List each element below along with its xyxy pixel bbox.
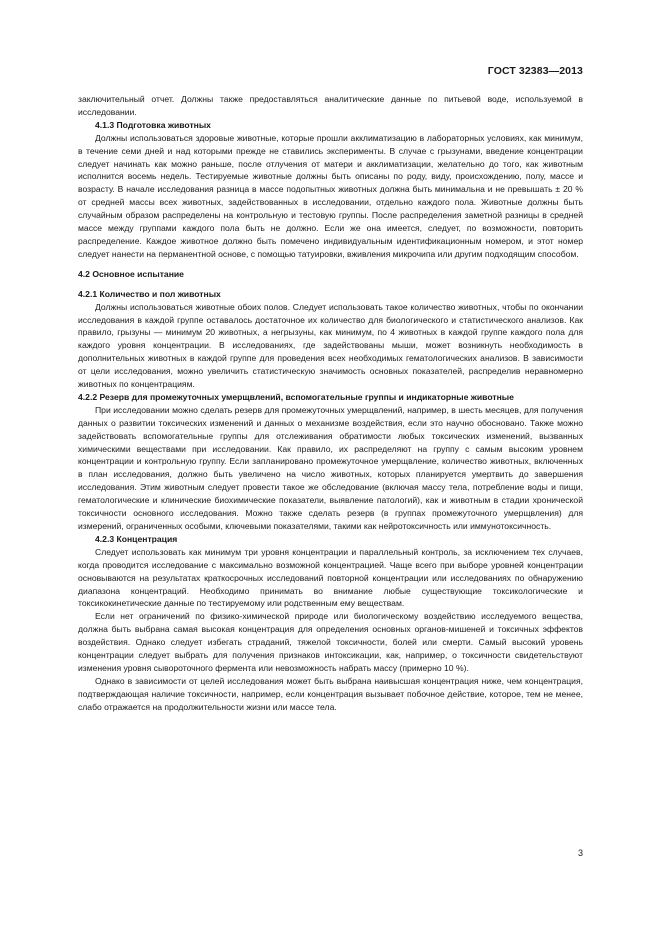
- paragraph: Следует использовать как минимум три уровня концентрации и параллельный контроль, за исключением тех случаев, когда проводится исследование с максимально возможной концентрацией. Чаще всего при выборе уровней концентрации основываются на результатах краткосрочных исследований повторной концентрации или исследованиях по обнаружению диапазона концентраций. Необходимо принимать во внимание любые существующие токсикологические и токсикокинетические данные по тестируемому или родственным ему веществам.: [78, 546, 583, 609]
- section-heading: 4.2.1 Количество и пол животных: [78, 288, 221, 299]
- section-heading: 4.2.2 Резерв для промежуточных умерщвлений, вспомогательные группы и индикаторные животные: [78, 391, 514, 402]
- section-heading: 4.2.3 Концентрация: [95, 533, 178, 544]
- document-code: ГОСТ 32383—2013: [487, 65, 583, 77]
- paragraph: Должны использоваться животные обоих полов. Следует использовать такое количество животных, чтобы по окончании исследования в каждой группе оставалось достаточное их количество для биологического и статистического анализов. Как правило, грызуны — минимум 20 животных, а негрызуны, как минимум, по 4 животных в каждой группе каждого пола для каждого уровня концентрации. В исследованиях, где задействованы мыши, может возникнуть необходимость в дополнительных животных в каждой группе для проведения всех необходимых гематологических анализов. В зависимости от цели исследования, можно увеличить статистическую значимость основных показателей, распределив неравномерно животных по концентрациям.: [78, 301, 583, 390]
- paragraph: заключительный отчет. Должны также предоставляться аналитические данные по питьевой воде, используемой в исследовании.: [78, 94, 583, 117]
- page-number: 3: [577, 848, 583, 858]
- document-body: [78, 93, 583, 714]
- paragraph: При исследовании можно сделать резерв для промежуточных умерщвлений, например, в шесть месяцев, для получения данных о развитии токсических изменений и данных о механизме воздействия, если это научно обосновано. Также можно задействовать вспомогательные группы для отслеживания обратимости любых токсических изменений, вызванных химическими веществами при исследовании. Как правило, их распределяют на группу с самым высоким уровнем концентрации и контрольную группу. Если запланировано промежуточное умерщвление, количество животных, включенных в план исследования, должно быть увеличено на число животных, которых планируется умертвить до завершения исследования. Этим животным следует провести такое же обследование (включая массу тела, потребление воды и пищи, гематологические и клинические биохимические показатели, выявление патологий), как и животным в стадии хронической токсичности основного исследования. Можно также сделать резерв (в группах промежуточного умерщвления) для измерений, ограниченных особыми, ключевыми показателями, такими как нейротоксичность или иммунотоксичность.: [78, 404, 583, 531]
- paragraph: Если нет ограничений по физико-химической природе или биологическому воздействию исследуемого вещества, должна быть выбрана самая высокая концентрация для определения основных органов-мишеней и токсичных эффектов воздействия. Однако следует избегать страданий, тяжелой токсичности, болей или смерти. Самый высокий уровень концентрации следует выбрать для получения признаков интоксикации, как, например, о токсичности свидетельствуют изменения уровня сывороточного фермента или невозможность набрать массу (примерно 10 %).: [78, 611, 583, 673]
- paragraph: Должны использоваться здоровые животные, которые прошли акклиматизацию в лабораторных условиях, как минимум, в течение семи дней и над которыми прежде не ставились эксперименты. В случае с грызунами, введение концентрации следует начинать как можно раньше, после отлучения от матери и акклиматизации, желательно до того, как животным исполнится восемь недель. Тестируемые животные должны быть описаны по роду, виду, происхождению, полу, массе и возрасту. В начале исследования разница в массе подопытных животных должна быть минимальна и не превышать ± 20 % от средней массы всех животных, задействованных в исследовании, отдельно каждого пола. Животные должны быть случайным образом распределены на контрольную и тестовую группы. После распределения заметной разницы в средней массе между группами каждого пола быть не должно. Если же она имеется, следует, по возможности, повторить распределение. Каждое животное должно быть помечено индивидуальным идентификационным номером, и этот номер следует нанести на перманентной основе, с помощью татуировки, вживления микрочипа или другим подходящим способом.: [78, 132, 583, 259]
- section-heading: 4.1.3 Подготовка животных: [95, 119, 211, 130]
- section-heading: 4.2 Основное испытание: [78, 268, 184, 279]
- paragraph: Однако в зависимости от целей исследования может быть выбрана наивысшая концентрация ниже, чем концентрация, подтверждающая наличие токсичности, например, если концентрация вызывает побочное действие, которое, тем не менее, слабо отражается на продолжительности жизни или массе тела.: [78, 675, 583, 712]
